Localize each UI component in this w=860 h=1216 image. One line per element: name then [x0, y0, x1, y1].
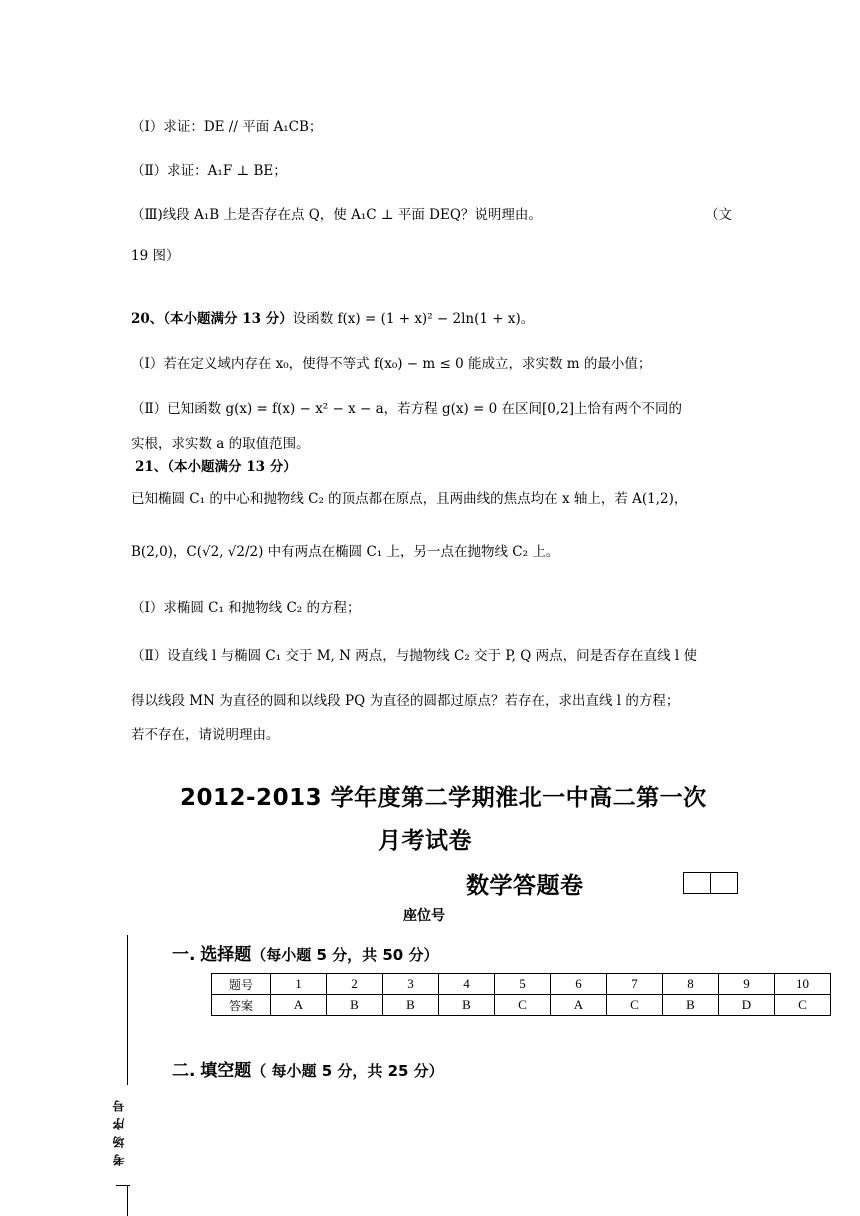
- question-number-cell: 7: [607, 974, 663, 995]
- answer-cell: B: [383, 995, 439, 1016]
- seat-number-boxes: [684, 872, 738, 894]
- q19-part2: （Ⅱ）求证：A₁F ⊥ BE；: [131, 163, 287, 179]
- q19-part1: （Ⅰ）求证：DE // 平面 A₁CB；: [131, 119, 323, 135]
- answer-cell: C: [775, 995, 831, 1016]
- q21-number: 21、: [135, 459, 168, 475]
- q21-score: （本小题满分 13 分）: [167, 459, 297, 475]
- answer-cell: B: [327, 995, 383, 1016]
- q20-part2-cont: 实根，求实数 a 的取值范围。: [131, 436, 310, 452]
- question-number-cell: 10: [775, 974, 831, 995]
- answer-cell: B: [663, 995, 719, 1016]
- q20-header: [131, 308, 741, 330]
- q20-part2: （Ⅱ）已知函数 g(x) = f(x) − x² − x − a，若方程 g(x) = 0 在区间[0,2]上恰有两个不同的: [131, 401, 683, 417]
- section-choice-title: 选择题: [200, 945, 252, 965]
- answer-table: [211, 973, 831, 1016]
- q20-statement: 设函数 f(x) = (1 + x)² − 2ln(1 + x)。: [292, 311, 535, 327]
- answer-sheet-title: 2012-2013 学年度第二学期淮北一中高二第一次: [180, 785, 707, 811]
- q21-part2: （Ⅱ）设直线 l 与椭圆 C₁ 交于 M, N 两点，与抛物线 C₂ 交于 P, Q 两点，问是否存在直线 l 使: [131, 648, 698, 664]
- q19-figure-ref-cont: 19 图）: [131, 248, 180, 264]
- section-choice-note: （每小题 5 分，共 50 分）: [251, 946, 439, 964]
- q19-part3: （Ⅲ)线段 A₁B 上是否存在点 Q，使 A₁C ⊥ 平面 DEQ？说明理由。: [131, 207, 542, 223]
- question-number-cell: 5: [495, 974, 551, 995]
- section-choice-heading: [172, 940, 438, 965]
- question-number-cell: 9: [719, 974, 775, 995]
- q21-line1: 已知椭圆 C₁ 的中心和抛物线 C₂ 的顶点都在原点，且两曲线的焦点均在 x 轴上，若 A(1,2)，: [131, 491, 688, 507]
- binding-line-lower: [127, 1186, 128, 1216]
- answer-cell: A: [551, 995, 607, 1016]
- answer-cell: C: [607, 995, 663, 1016]
- section-choice-number: 一.: [172, 945, 196, 965]
- q20-part1: （Ⅰ）若在定义域内存在 x₀，使得不等式 f(x₀) − m ≤ 0 能成立，求实数 m 的最小值；: [131, 356, 652, 372]
- q20-number: 20、: [131, 311, 164, 327]
- section-fill-heading: [172, 1056, 444, 1081]
- question-number-cell: 1: [271, 974, 327, 995]
- q19-figure-ref: （文: [705, 207, 732, 223]
- binding-line-upper: [127, 935, 128, 1085]
- answer-table-row-numbers: [212, 974, 831, 995]
- q20-score: （本小题满分 13 分）: [163, 311, 293, 327]
- answer-cell: D: [719, 995, 775, 1016]
- question-number-header: 题号: [212, 974, 271, 995]
- answer-table-row-answers: [212, 995, 831, 1016]
- section-fill-title: 填空题: [200, 1061, 252, 1081]
- section-fill-number: 二.: [172, 1061, 196, 1081]
- q21-line2: B(2,0)，C(√2, √2/2) 中有两点在椭圆 C₁ 上，另一点在抛物线 C₂ 上。: [131, 544, 560, 560]
- answer-header: 答案: [212, 995, 271, 1016]
- question-number-cell: 6: [551, 974, 607, 995]
- question-number-cell: 2: [327, 974, 383, 995]
- q21-part2-cont2: 若不存在，请说明理由。: [131, 727, 280, 743]
- q21-part1: （Ⅰ）求椭圆 C₁ 和抛物线 C₂ 的方程；: [131, 600, 361, 616]
- answer-cell: C: [495, 995, 551, 1016]
- section-fill-note: （ 每小题 5 分，共 25 分）: [251, 1062, 444, 1080]
- q21-header: [135, 456, 745, 478]
- answer-cell: B: [439, 995, 495, 1016]
- exam-room-number-label: 考场序号: [112, 1094, 126, 1166]
- answer-cell: A: [271, 995, 327, 1016]
- answer-sheet-title-cont: 月考试卷: [378, 828, 472, 854]
- question-number-cell: 3: [383, 974, 439, 995]
- q21-part2-cont1: 得以线段 MN 为直径的圆和以线段 PQ 为直径的圆都过原点？若存在，求出直线 l 的方程；: [131, 693, 680, 709]
- answer-sheet-subtitle: 数学答题卷: [466, 873, 584, 899]
- question-number-cell: 8: [663, 974, 719, 995]
- seat-number-label: 座位号: [403, 908, 445, 924]
- question-number-cell: 4: [439, 974, 495, 995]
